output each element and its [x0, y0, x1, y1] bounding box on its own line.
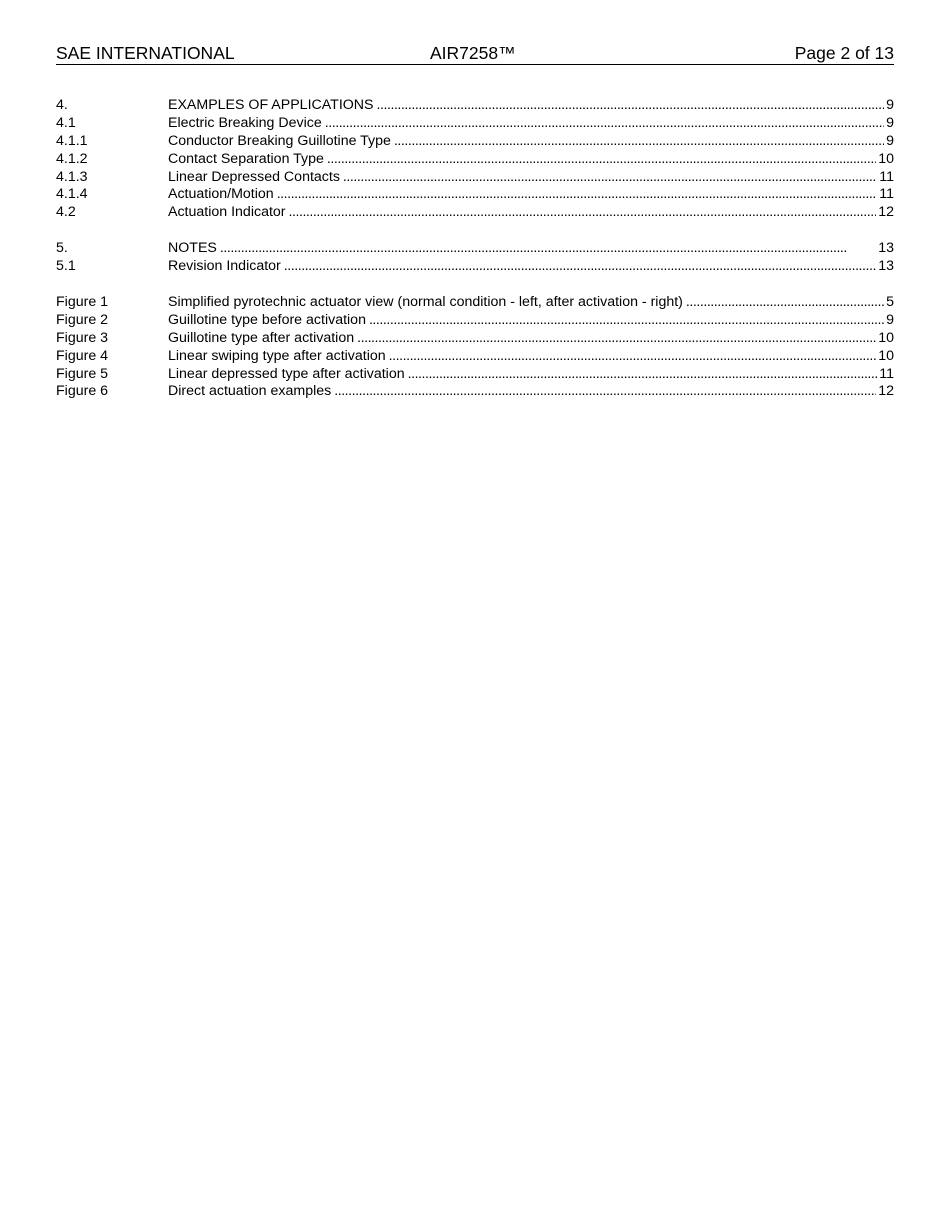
toc-entry-number: 4.1.2: [56, 150, 88, 167]
toc-entry-number: 4.2: [56, 204, 76, 221]
toc-entry[interactable]: [56, 240, 894, 258]
toc-entry-number: 4.1.3: [56, 168, 88, 185]
toc-entry-page: 11: [879, 168, 894, 185]
dot-leader: [408, 366, 878, 384]
dot-leader: [343, 169, 877, 187]
figure-entry-title: Direct actuation examples: [168, 383, 332, 400]
figure-entry[interactable]: [56, 312, 894, 330]
header-document-id: AIR7258™: [430, 43, 516, 63]
toc-entry-number: 4.: [56, 97, 68, 113]
dot-leader: [220, 240, 876, 258]
figure-entry-page: 9: [886, 311, 894, 328]
toc-entry[interactable]: [56, 204, 894, 222]
figure-entry[interactable]: [56, 366, 894, 384]
toc-entry-number: 5.: [56, 240, 68, 257]
figure-entry-number: Figure 2: [56, 311, 109, 328]
toc-group-section-4: [56, 97, 894, 222]
figure-entry-page: 10: [878, 347, 894, 364]
toc-entry-page: 9: [886, 132, 894, 149]
toc-entry[interactable]: [56, 169, 894, 187]
figure-entry-number: Figure 1: [56, 294, 109, 311]
toc-entry-number: 5.1: [56, 258, 76, 275]
figure-entry-title: Simplified pyrotechnic actuator view (normal condition - left, after activation - right): [168, 294, 683, 311]
toc-entry-title: Electric Breaking Device: [168, 114, 322, 131]
toc-entry[interactable]: [56, 115, 894, 133]
toc-entry-title: Linear Depressed Contacts: [168, 168, 340, 185]
toc-group-notes: [56, 240, 894, 276]
toc-entry-number: 4.1.4: [56, 186, 88, 203]
toc-entry-page: 13: [878, 240, 894, 257]
dot-leader: [377, 97, 885, 115]
figure-entry-number: Figure 5: [56, 365, 109, 382]
figure-entry-title: Linear swiping type after activation: [168, 347, 386, 364]
toc-entry-title: Actuation Indicator: [168, 204, 286, 221]
figure-entry-page: 11: [879, 365, 894, 382]
dot-leader: [284, 258, 876, 276]
toc-entry-title: Contact Separation Type: [168, 150, 324, 167]
figure-entry-number: Figure 4: [56, 347, 109, 364]
toc-group-figures: [56, 294, 894, 401]
dot-leader: [289, 204, 877, 222]
table-of-contents: [56, 97, 894, 419]
figure-entry-number: Figure 3: [56, 329, 109, 346]
figure-entry[interactable]: [56, 383, 894, 401]
figure-entry-title: Guillotine type after activation: [168, 329, 355, 346]
toc-entry-number: 4.1.1: [56, 132, 88, 149]
dot-leader: [327, 151, 876, 169]
dot-leader: [277, 186, 878, 204]
toc-entry-page: 9: [886, 114, 894, 131]
dot-leader: [394, 133, 884, 151]
toc-entry-title: NOTES: [168, 240, 217, 257]
dot-leader: [389, 348, 877, 366]
toc-entry-page: 10: [878, 150, 894, 167]
dot-leader: [334, 383, 876, 401]
document-page: [56, 0, 894, 1230]
header-organization: SAE INTERNATIONAL: [56, 43, 235, 63]
page-header: [56, 43, 894, 65]
figure-entry-number: Figure 6: [56, 383, 109, 400]
toc-entry[interactable]: [56, 133, 894, 151]
figure-entry-title: Guillotine type before activation: [168, 311, 366, 328]
figure-entry-page: 5: [886, 294, 894, 311]
figure-entry-page: 12: [878, 383, 894, 400]
toc-entry-title: Actuation/Motion: [168, 186, 274, 203]
dot-leader: [357, 330, 876, 348]
toc-entry-number: 4.1: [56, 114, 76, 131]
toc-entry[interactable]: [56, 151, 894, 169]
toc-entry-page: 11: [879, 186, 894, 203]
toc-entry-page: 9: [886, 97, 894, 113]
figure-entry[interactable]: [56, 348, 894, 366]
figure-entry-title: Linear depressed type after activation: [168, 365, 405, 382]
toc-entry[interactable]: [56, 258, 894, 276]
toc-entry-title: EXAMPLES OF APPLICATIONS: [168, 97, 374, 113]
header-page-number: Page 2 of 13: [794, 43, 894, 63]
toc-entry-page: 12: [878, 204, 894, 221]
toc-entry-title: Conductor Breaking Guillotine Type: [168, 132, 391, 149]
toc-entry[interactable]: [56, 186, 894, 204]
dot-leader: [686, 294, 884, 312]
toc-entry[interactable]: [56, 97, 894, 115]
figure-entry[interactable]: [56, 330, 894, 348]
figure-entry-page: 10: [878, 329, 894, 346]
toc-entry-page: 13: [878, 258, 894, 275]
dot-leader: [325, 115, 884, 133]
figure-entry[interactable]: [56, 294, 894, 312]
toc-entry-title: Revision Indicator: [168, 258, 281, 275]
dot-leader: [369, 312, 884, 330]
